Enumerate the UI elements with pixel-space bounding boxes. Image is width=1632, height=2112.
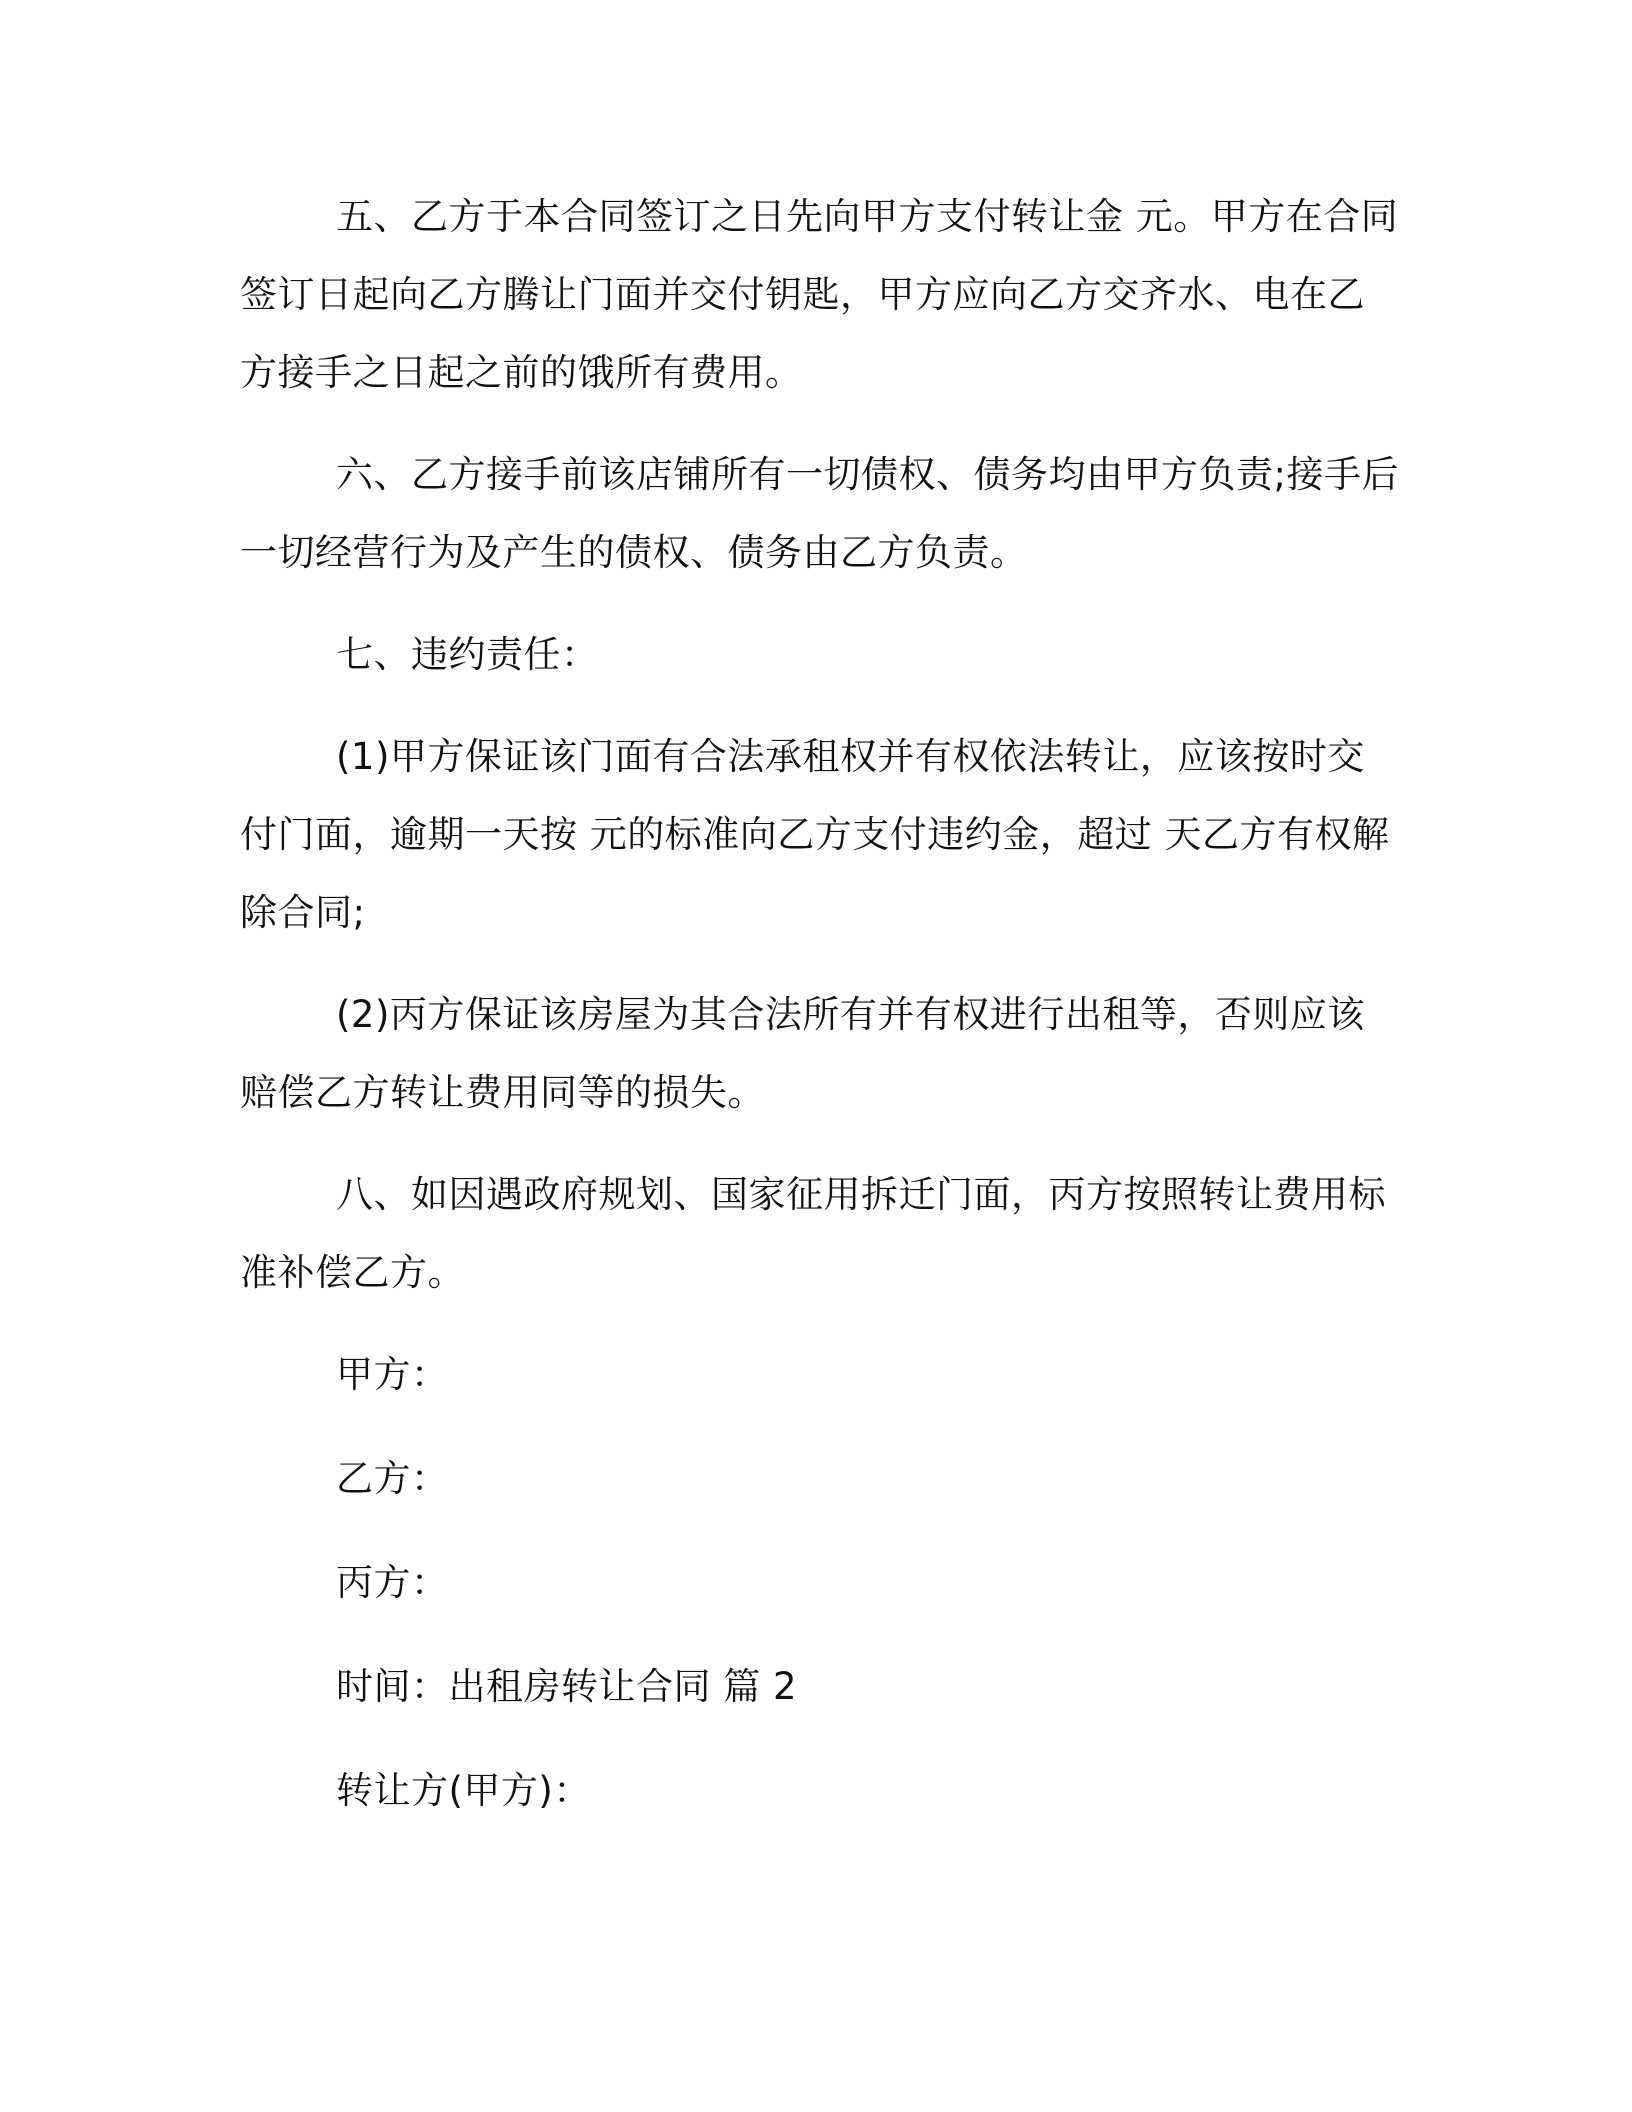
party-c-signature: 丙方： (336, 1561, 449, 1604)
party-a-signature: 甲方： (336, 1353, 449, 1396)
document-body (240, 178, 1400, 1856)
clause-five: 五、乙方于本合同签订之日先向甲方支付转让金 元。甲方在合同签订日起向乙方腾让门面并交付钥匙，甲方应向乙方交齐水、电在乙方接手之日起之前的饿所有费用。 (240, 195, 1399, 394)
clause-seven-item-2: (2)丙方保证该房屋为其合法所有并有权进行出租等，否则应该赔偿乙方转让费用同等的损失。 (240, 993, 1365, 1114)
clause-seven-item-1: (1)甲方保证该门面有合法承租权并有权依法转让，应该按时交付门面，逾期一天按 元的标准向乙方支付违约金，超过 天乙方有权解除合同; (240, 735, 1390, 934)
transferor-line: 转让方(甲方)： (336, 1769, 591, 1812)
clause-seven-heading: 七、违约责任： (336, 633, 599, 676)
party-b-signature: 乙方： (336, 1457, 449, 1500)
time-line: 时间：出租房转让合同 篇 2 (336, 1665, 798, 1708)
clause-eight: 八、如因遇政府规划、国家征用拆迁门面，丙方按照转让费用标准补偿乙方。 (240, 1173, 1386, 1294)
clause-six: 六、乙方接手前该店铺所有一切债权、债务均由甲方负责;接手后一切经营行为及产生的债权、债务由乙方负责。 (240, 453, 1399, 574)
